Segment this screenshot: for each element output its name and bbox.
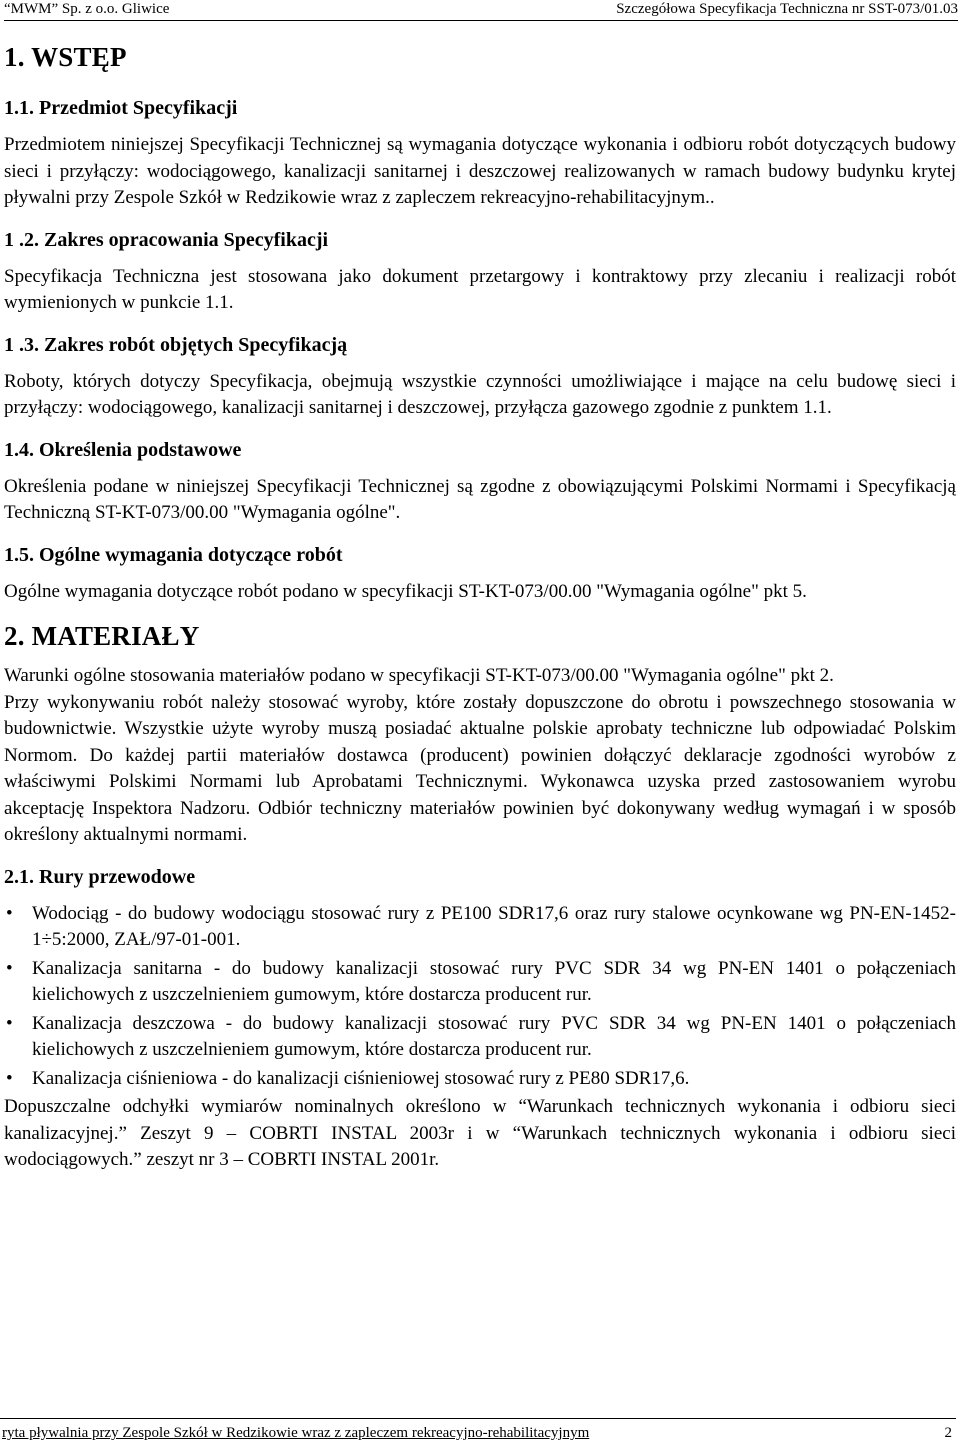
bullet-icon: • [6, 1012, 13, 1034]
list-item: • Wodociąg - do budowy wodociągu stosować rury z PE100 SDR17,6 oraz rury stalowe ocynkowane wg PN-EN-1452-1÷5:2000, ZAŁ/97-01-001. [6, 902, 956, 950]
list-item: • Kanalizacja ciśnieniowa - do kanalizacji ciśnieniowej stosować rury z PE80 SDR17,6. [4, 1066, 956, 1093]
paragraph-1-4: Określenia podane w niniejszej Specyfikacji Technicznej są zgodne z obowiązującymi Polskimi Normami i Specyfikacją Techniczną ST-KT-073/00.00 "Wymagania ogólne". [4, 475, 956, 523]
header-company: “MWM” Sp. z o.o. Gliwice [4, 1, 170, 17]
subsection-heading-2-1: 2.1. Rury przewodowe [4, 865, 196, 888]
running-footer [0, 1418, 956, 1445]
bullet-icon: • [6, 957, 13, 979]
paragraph-1-3: Roboty, których dotyczy Specyfikacja, obejmują wszystkie czynności umożliwiające i mające na celu budowę sieci i przyłączy: wodociągowego, kanalizacji sanitarnej i deszczowej, przyłącza gazowego zgodnie z punktem 1.1. [4, 370, 956, 418]
bullet-icon: • [6, 1067, 13, 1089]
list-item: • Kanalizacja sanitarna - do budowy kanalizacji stosować rury PVC SDR 34 wg PN-EN 1401 o połączeniach kielichowych z uszczelnieniem gumowym, które dostarcza producent rur. [6, 957, 956, 1005]
paragraph-2-1-tolerances: Dopuszczalne odchyłki wymiarów nominalnych określono w “Warunkach technicznych wykonania i odbioru sieci kanalizacyjnej.” Zeszyt 9 – COBRTI INSTAL 2003r i w “Warunkach technicznych wykonania i odbioru sieci wodociągowych.” zeszyt nr 3 – COBRTI INSTAL 2001r. [4, 1096, 956, 1170]
subsection-heading-1-5: 1.5. Ogólne wymagania dotyczące robót [4, 543, 343, 566]
subsection-heading-1-3: 1 .3. Zakres robót objętych Specyfikacją [4, 333, 348, 356]
footer-project-name: ryta pływalnia przy Zespole Szkół w Redzikowie wraz z zapleczem rekreacyjno-rehabilitacyjnym [2, 1425, 590, 1441]
paragraph-2-general: Warunki ogólne stosowania materiałów podano w specyfikacji ST-KT-073/00.00 "Wymagania ogólne" pkt 2. [4, 665, 834, 686]
pipe-list [4, 901, 956, 1093]
document-body [4, 40, 956, 1174]
list-item: • Kanalizacja deszczowa - do budowy kanalizacji stosować rury PVC SDR 34 wg PN-EN 1401 o połączeniach kielichowych z uszczelnieniem gumowym, które dostarcza producent rur. [6, 1012, 956, 1060]
section-heading-1: 1. WSTĘP [4, 42, 127, 72]
section-heading-2: 2. MATERIAŁY [4, 621, 200, 651]
paragraph-2-requirements: Przy wykonywaniu robót należy stosować wyroby, które zostały dopuszczone do obrotu i powszechnego stosowania w budownictwie. Wszystkie użyte wyroby muszą posiadać aktualne polskie aprobaty techniczne lub odpowiadać Polskim Normom. Do każdej partii materiałów dostawca (producent) powinien dołączyć deklaracje zgodności wyrobów z właściwymi Polskimi Normami lub Aprobatami Technicznymi. Wykonawca uzyska przed zastosowaniem wyrobu akceptację Inspektora Nadzoru. Odbiór techniczny materiałów powinien być dokonywany według wymagań i w sposób określony aktualnymi normami. [4, 691, 956, 845]
bullet-icon: • [6, 902, 13, 924]
page-number: 2 [944, 1425, 952, 1441]
running-header [4, 0, 958, 21]
subsection-heading-1-1: 1.1. Przedmiot Specyfikacji [4, 97, 238, 119]
paragraph-1-2: Specyfikacja Techniczna jest stosowana jako dokument przetargowy i kontraktowy przy zlecaniu i realizacji robót wymienionych w punkcie 1.1. [4, 265, 956, 313]
paragraph-1-1: Przedmiotem niniejszej Specyfikacji Technicznej są wymagania dotyczące wykonania i odbioru robót dotyczących budowy sieci i przyłączy: wodociągowego, kanalizacji sanitarnej i deszczowej realizowanych w ramach budowy budynku krytej pływalni przy Zespole Szkół w Redzikowie wraz z zapleczem rekreacyjno-rehabilitacyjnym.. [4, 134, 956, 208]
subsection-heading-1-2: 1 .2. Zakres opracowania Specyfikacji [4, 228, 329, 251]
subsection-heading-1-4: 1.4. Określenia podstawowe [4, 438, 242, 461]
paragraph-1-5: Ogólne wymagania dotyczące robót podano w specyfikacji ST-KT-073/00.00 "Wymagania ogólne" pkt 5. [4, 580, 807, 602]
header-document-title: Szczegółowa Specyfikacja Techniczna nr SST-073/01.03 [616, 1, 958, 17]
